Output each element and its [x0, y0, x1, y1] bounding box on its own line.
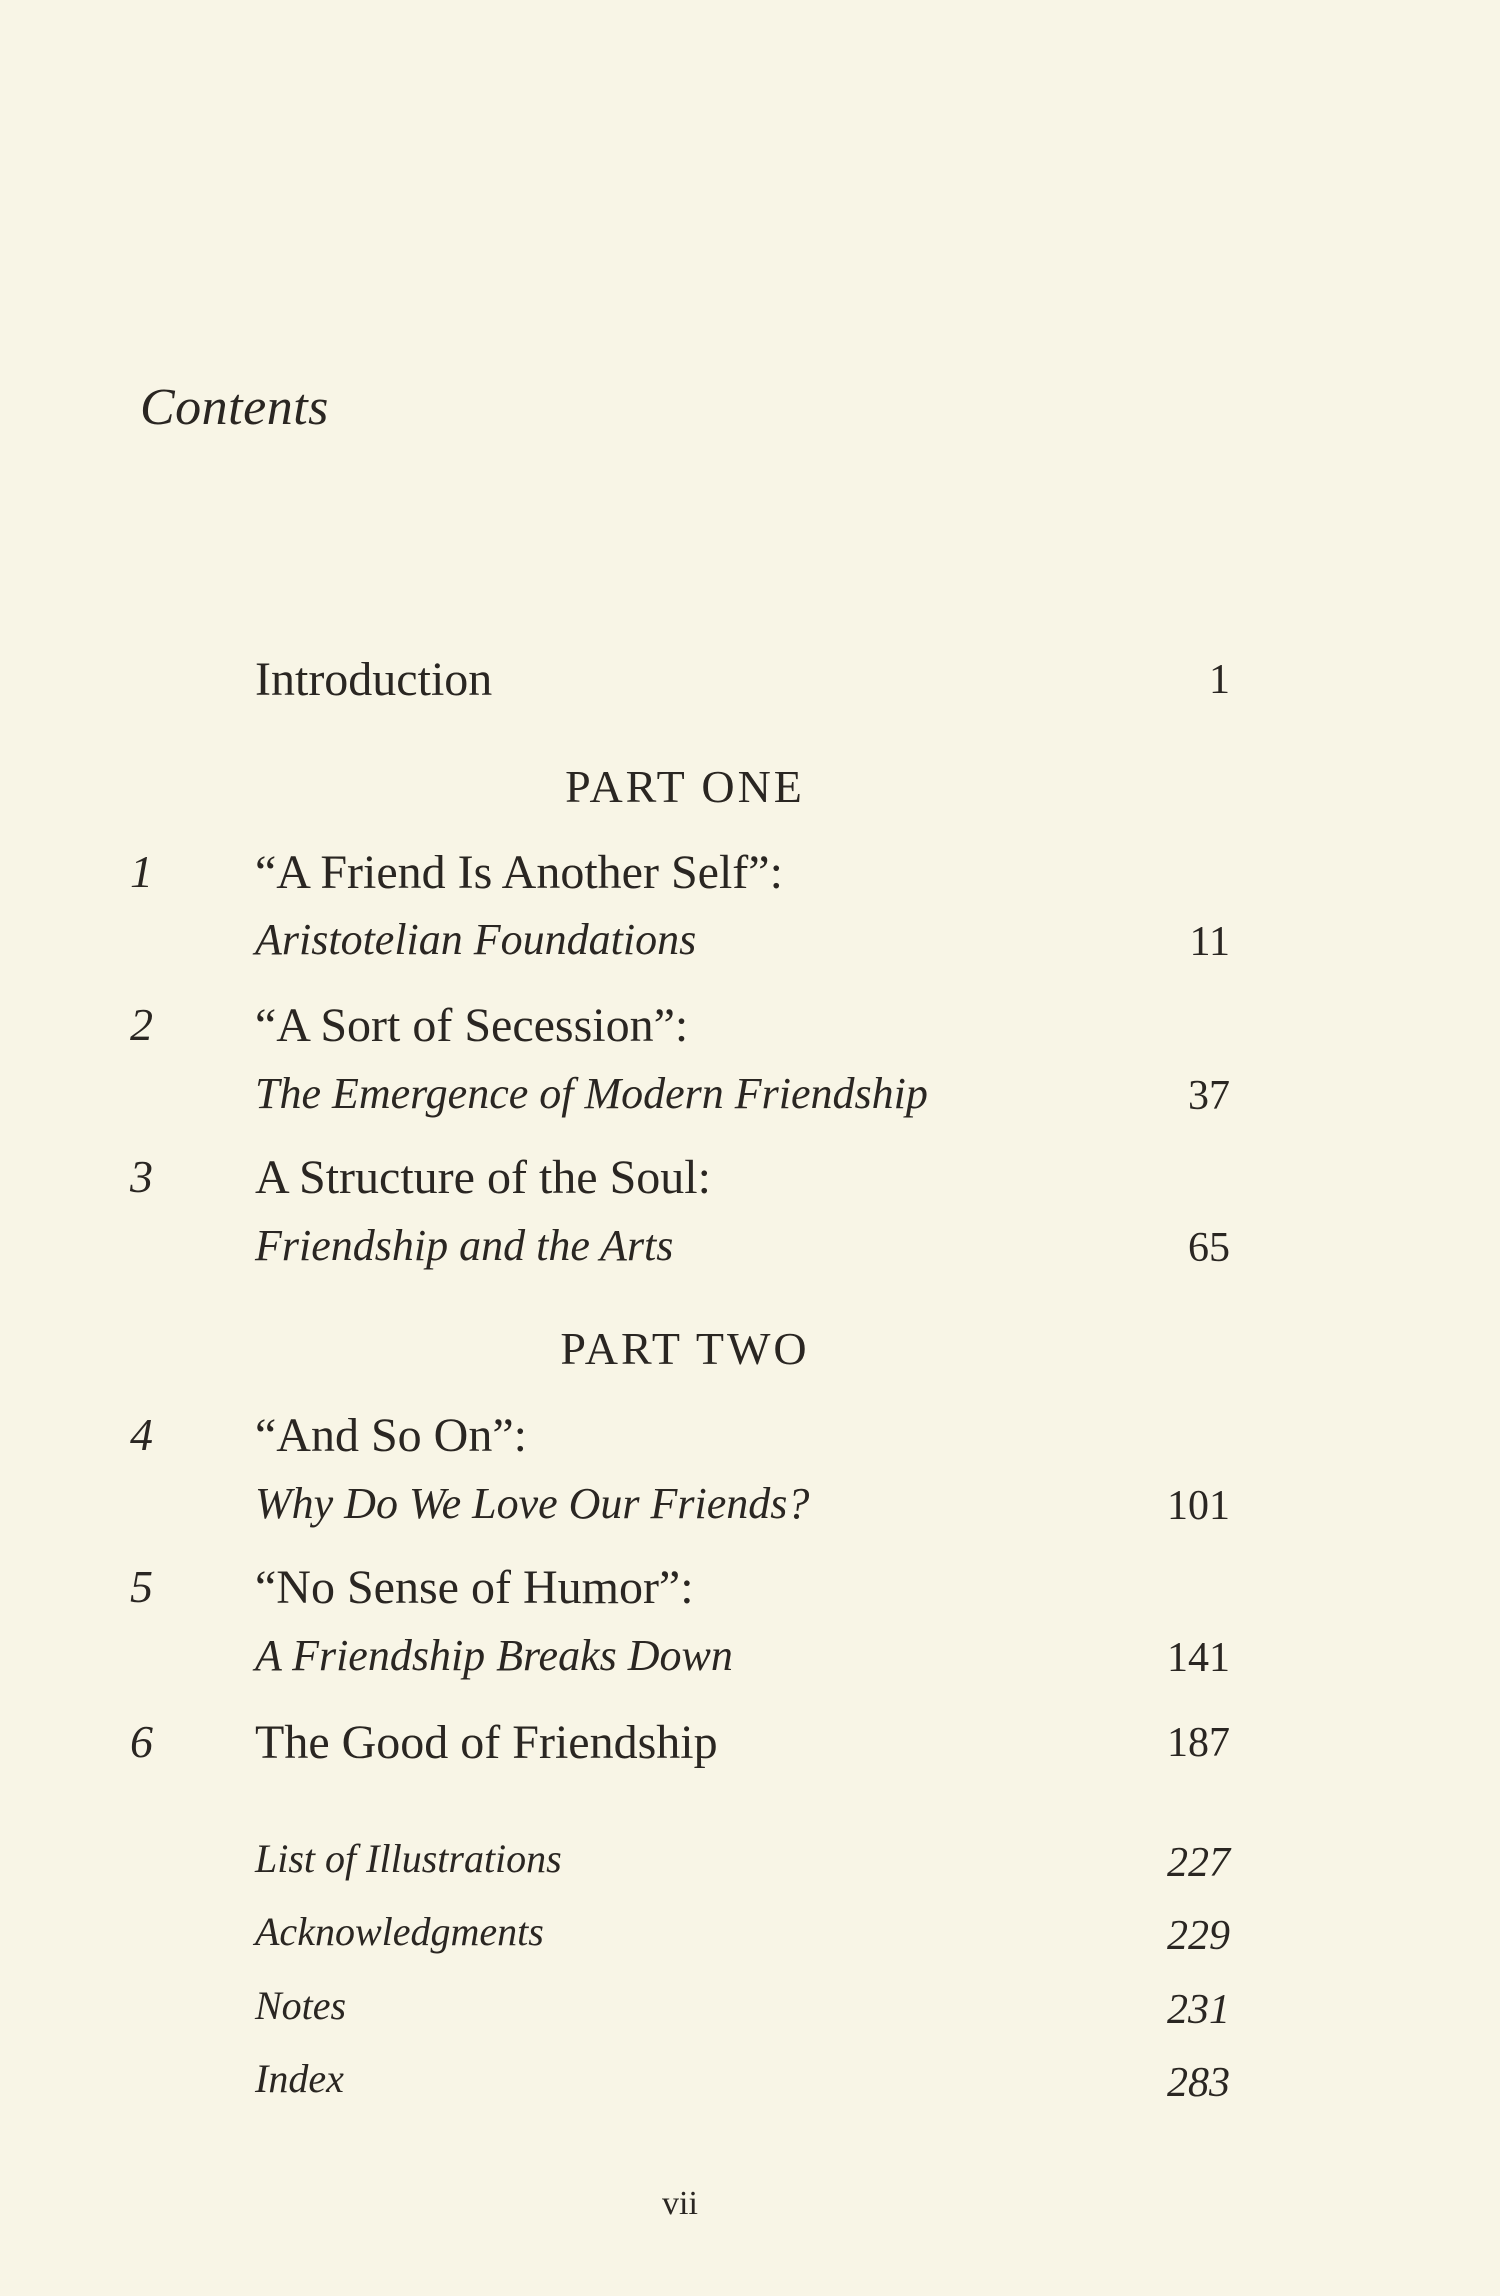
toc-entry-chapter-4	[0, 1408, 1500, 1478]
toc-entry-chapter-2	[0, 998, 1500, 1068]
chapter-subtitle: The Emergence of Modern Friendship	[255, 1069, 928, 1118]
entry-page: 101	[1167, 1483, 1230, 1529]
page-number: vii	[662, 2185, 698, 2222]
entry-title: Notes	[255, 1983, 347, 2028]
chapter-subtitle: Aristotelian Foundations	[255, 915, 697, 964]
toc-entry-introduction	[0, 652, 1500, 722]
entry-title: Index	[255, 2056, 344, 2101]
toc-entry-notes	[0, 1982, 1500, 2052]
chapter-title: “No Sense of Humor”:	[255, 1561, 694, 1614]
entry-page: 65	[1188, 1225, 1230, 1271]
chapter-number: 5	[130, 1561, 153, 1612]
entry-page: 283	[1167, 2060, 1230, 2106]
chapter-subtitle: Friendship and the Arts	[255, 1221, 674, 1270]
entry-title: Acknowledgments	[255, 1909, 544, 1954]
entry-page: 11	[1189, 919, 1230, 965]
chapter-title: The Good of Friendship	[255, 1716, 718, 1769]
toc-entry-chapter-4-subtitle	[0, 1478, 1500, 1548]
part-one-heading: PART ONE	[565, 761, 805, 812]
toc-entry-chapter-3-subtitle	[0, 1220, 1500, 1290]
entry-page: 37	[1188, 1073, 1230, 1119]
entry-page: 187	[1167, 1720, 1230, 1766]
entry-title: Introduction	[255, 653, 493, 706]
entry-title: List of Illustrations	[255, 1836, 562, 1881]
chapter-number: 4	[130, 1409, 153, 1460]
entry-page: 229	[1167, 1913, 1230, 1959]
toc-entry-chapter-1-subtitle	[0, 914, 1500, 984]
toc-entry-chapter-1	[0, 845, 1500, 915]
chapter-subtitle: Why Do We Love Our Friends?	[255, 1479, 810, 1528]
chapter-title: “A Friend Is Another Self”:	[255, 846, 783, 899]
toc-entry-acknowledgments	[0, 1908, 1500, 1978]
toc-entry-chapter-6	[0, 1715, 1500, 1785]
toc-entry-chapter-2-subtitle	[0, 1068, 1500, 1138]
toc-entry-list-of-illustrations	[0, 1835, 1500, 1905]
chapter-number: 3	[130, 1151, 153, 1202]
toc-entry-chapter-5-subtitle	[0, 1630, 1500, 1700]
chapter-title: A Structure of the Soul:	[255, 1151, 711, 1204]
chapter-number: 1	[130, 846, 153, 897]
page-title: Contents	[140, 379, 329, 436]
entry-page: 227	[1167, 1840, 1230, 1886]
part-two-heading: PART TWO	[560, 1323, 810, 1374]
chapter-title: “A Sort of Secession”:	[255, 999, 689, 1052]
toc-entry-index	[0, 2055, 1500, 2125]
toc-entry-chapter-5	[0, 1560, 1500, 1630]
chapter-number: 6	[130, 1716, 153, 1767]
chapter-title: “And So On”:	[255, 1409, 527, 1462]
entry-page: 1	[1209, 657, 1230, 703]
chapter-subtitle: A Friendship Breaks Down	[255, 1631, 733, 1680]
entry-page: 141	[1167, 1635, 1230, 1681]
toc-entry-chapter-3	[0, 1150, 1500, 1220]
entry-page: 231	[1167, 1987, 1230, 2033]
chapter-number: 2	[130, 999, 153, 1050]
